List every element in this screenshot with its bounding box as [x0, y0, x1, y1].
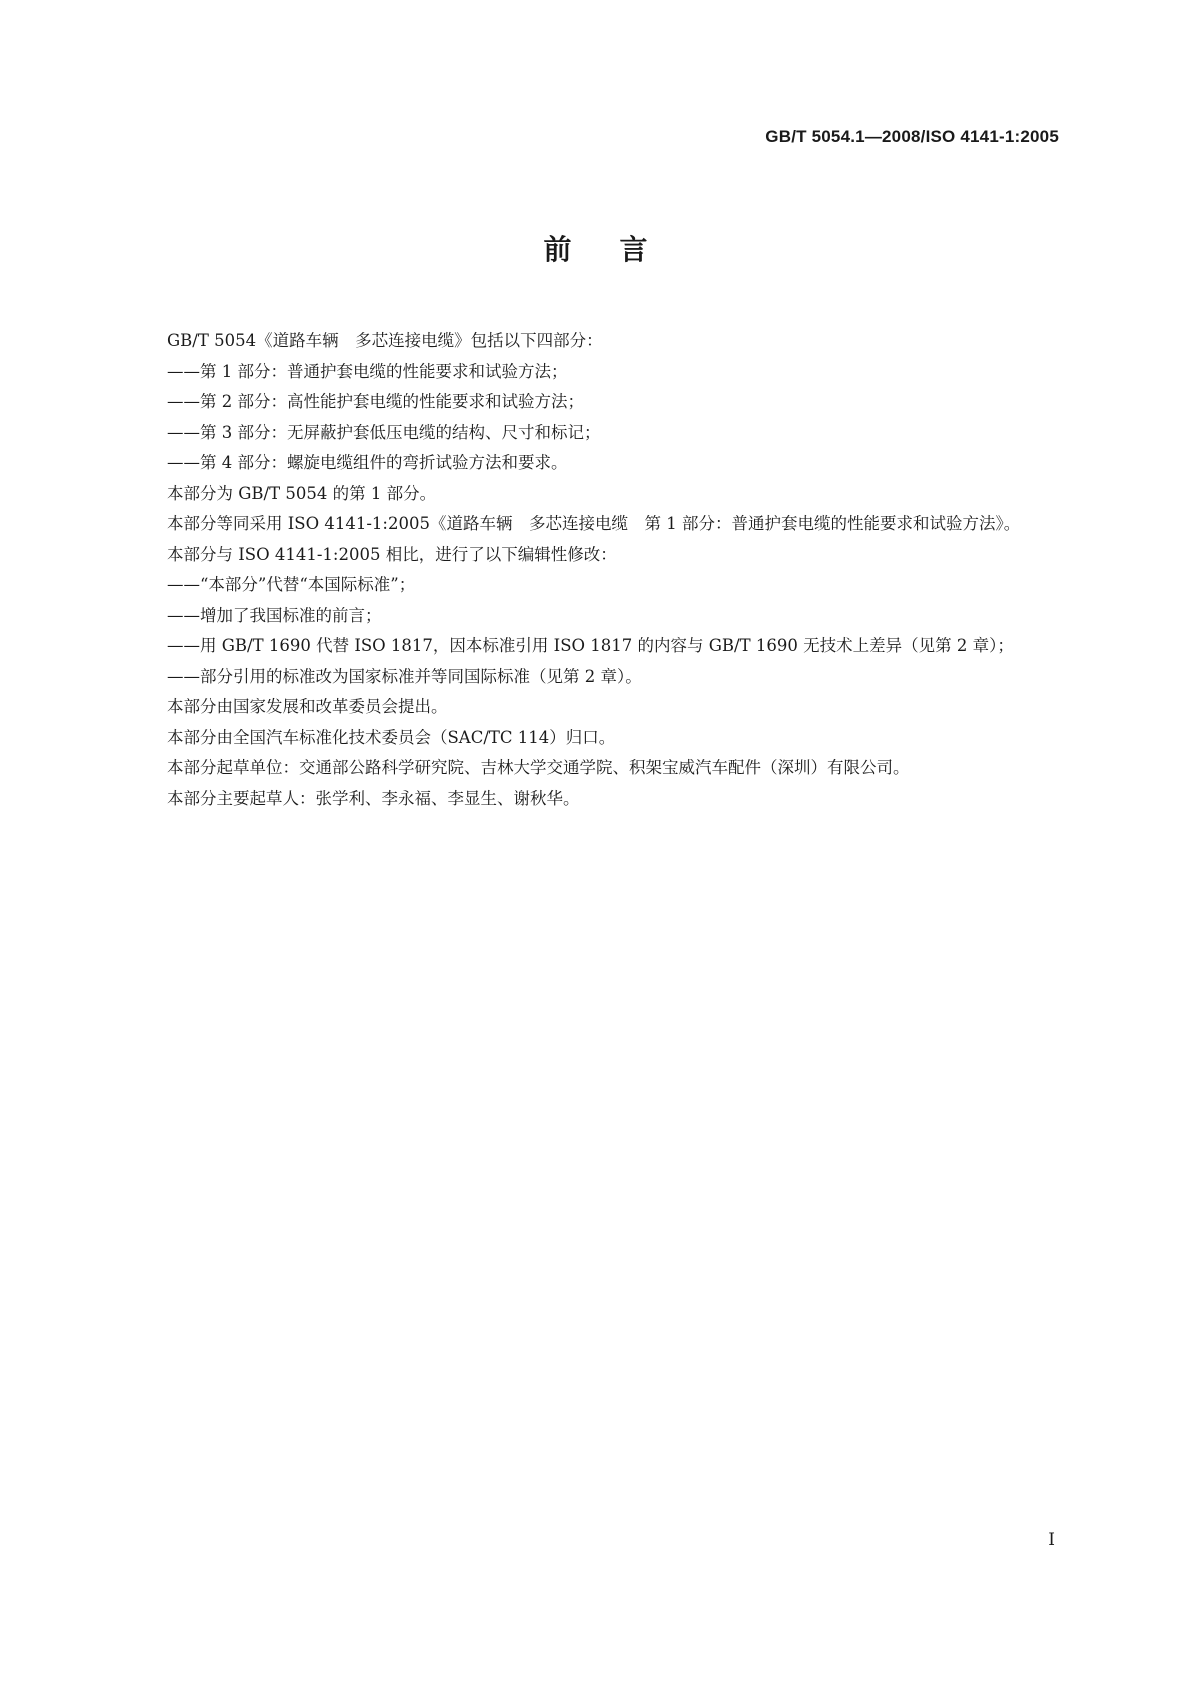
intro-paragraph: GB/T 5054《道路车辆 多芯连接电缆》包括以下四部分：	[167, 331, 603, 350]
page-number: I	[1048, 1530, 1055, 1550]
foreword-body	[134, 326, 1059, 814]
part-list-item: ——第 2 部分：高性能护套电缆的性能要求和试验方法；	[167, 392, 584, 411]
standard-number-header: GB/T 5054.1—2008/ISO 4141-1:2005	[765, 127, 1059, 146]
change-list-item: ——用 GB/T 1690 代替 ISO 1817，因本标准引用 ISO 1817 的内容与 GB/T 1690 无技术上差异（见第 2 章）；	[167, 636, 1014, 655]
page-title: 前言	[543, 233, 696, 266]
scope-paragraph: 本部分为 GB/T 5054 的第 1 部分。	[167, 483, 437, 503]
drafting-units-paragraph: 本部分起草单位：交通部公路科学研究院、吉林大学交通学院、积架宝威汽车配件（深圳）有限公司。	[167, 758, 910, 777]
part-list-item: ——第 3 部分：无屏蔽护套低压电缆的结构、尺寸和标记；	[167, 422, 601, 442]
changes-paragraph: 本部分与 ISO 4141-1:2005 相比，进行了以下编辑性修改：	[167, 544, 617, 564]
change-list-item: ——部分引用的标准改为国家标准并等同国际标准（见第 2 章）。	[167, 666, 642, 686]
drafters-paragraph: 本部分主要起草人：张学利、李永福、李显生、谢秋华。	[167, 788, 580, 808]
part-list-item: ——第 4 部分：螺旋电缆组件的弯折试验方法和要求。	[167, 453, 568, 472]
adoption-paragraph: 本部分等同采用 ISO 4141-1:2005《道路车辆 多芯连接电缆 第 1 部分：普通护套电缆的性能要求和试验方法》。	[167, 514, 1021, 533]
change-list-item: ——“本部分”代替“本国际标准”；	[167, 575, 416, 594]
change-list-item: ——增加了我国标准的前言；	[167, 605, 382, 625]
part-list-item: ——第 1 部分：普通护套电缆的性能要求和试验方法；	[167, 361, 568, 381]
administrator-paragraph: 本部分由全国汽车标准化技术委员会（SAC/TC 114）归口。	[167, 727, 616, 747]
proposer-paragraph: 本部分由国家发展和改革委员会提出。	[167, 697, 448, 716]
